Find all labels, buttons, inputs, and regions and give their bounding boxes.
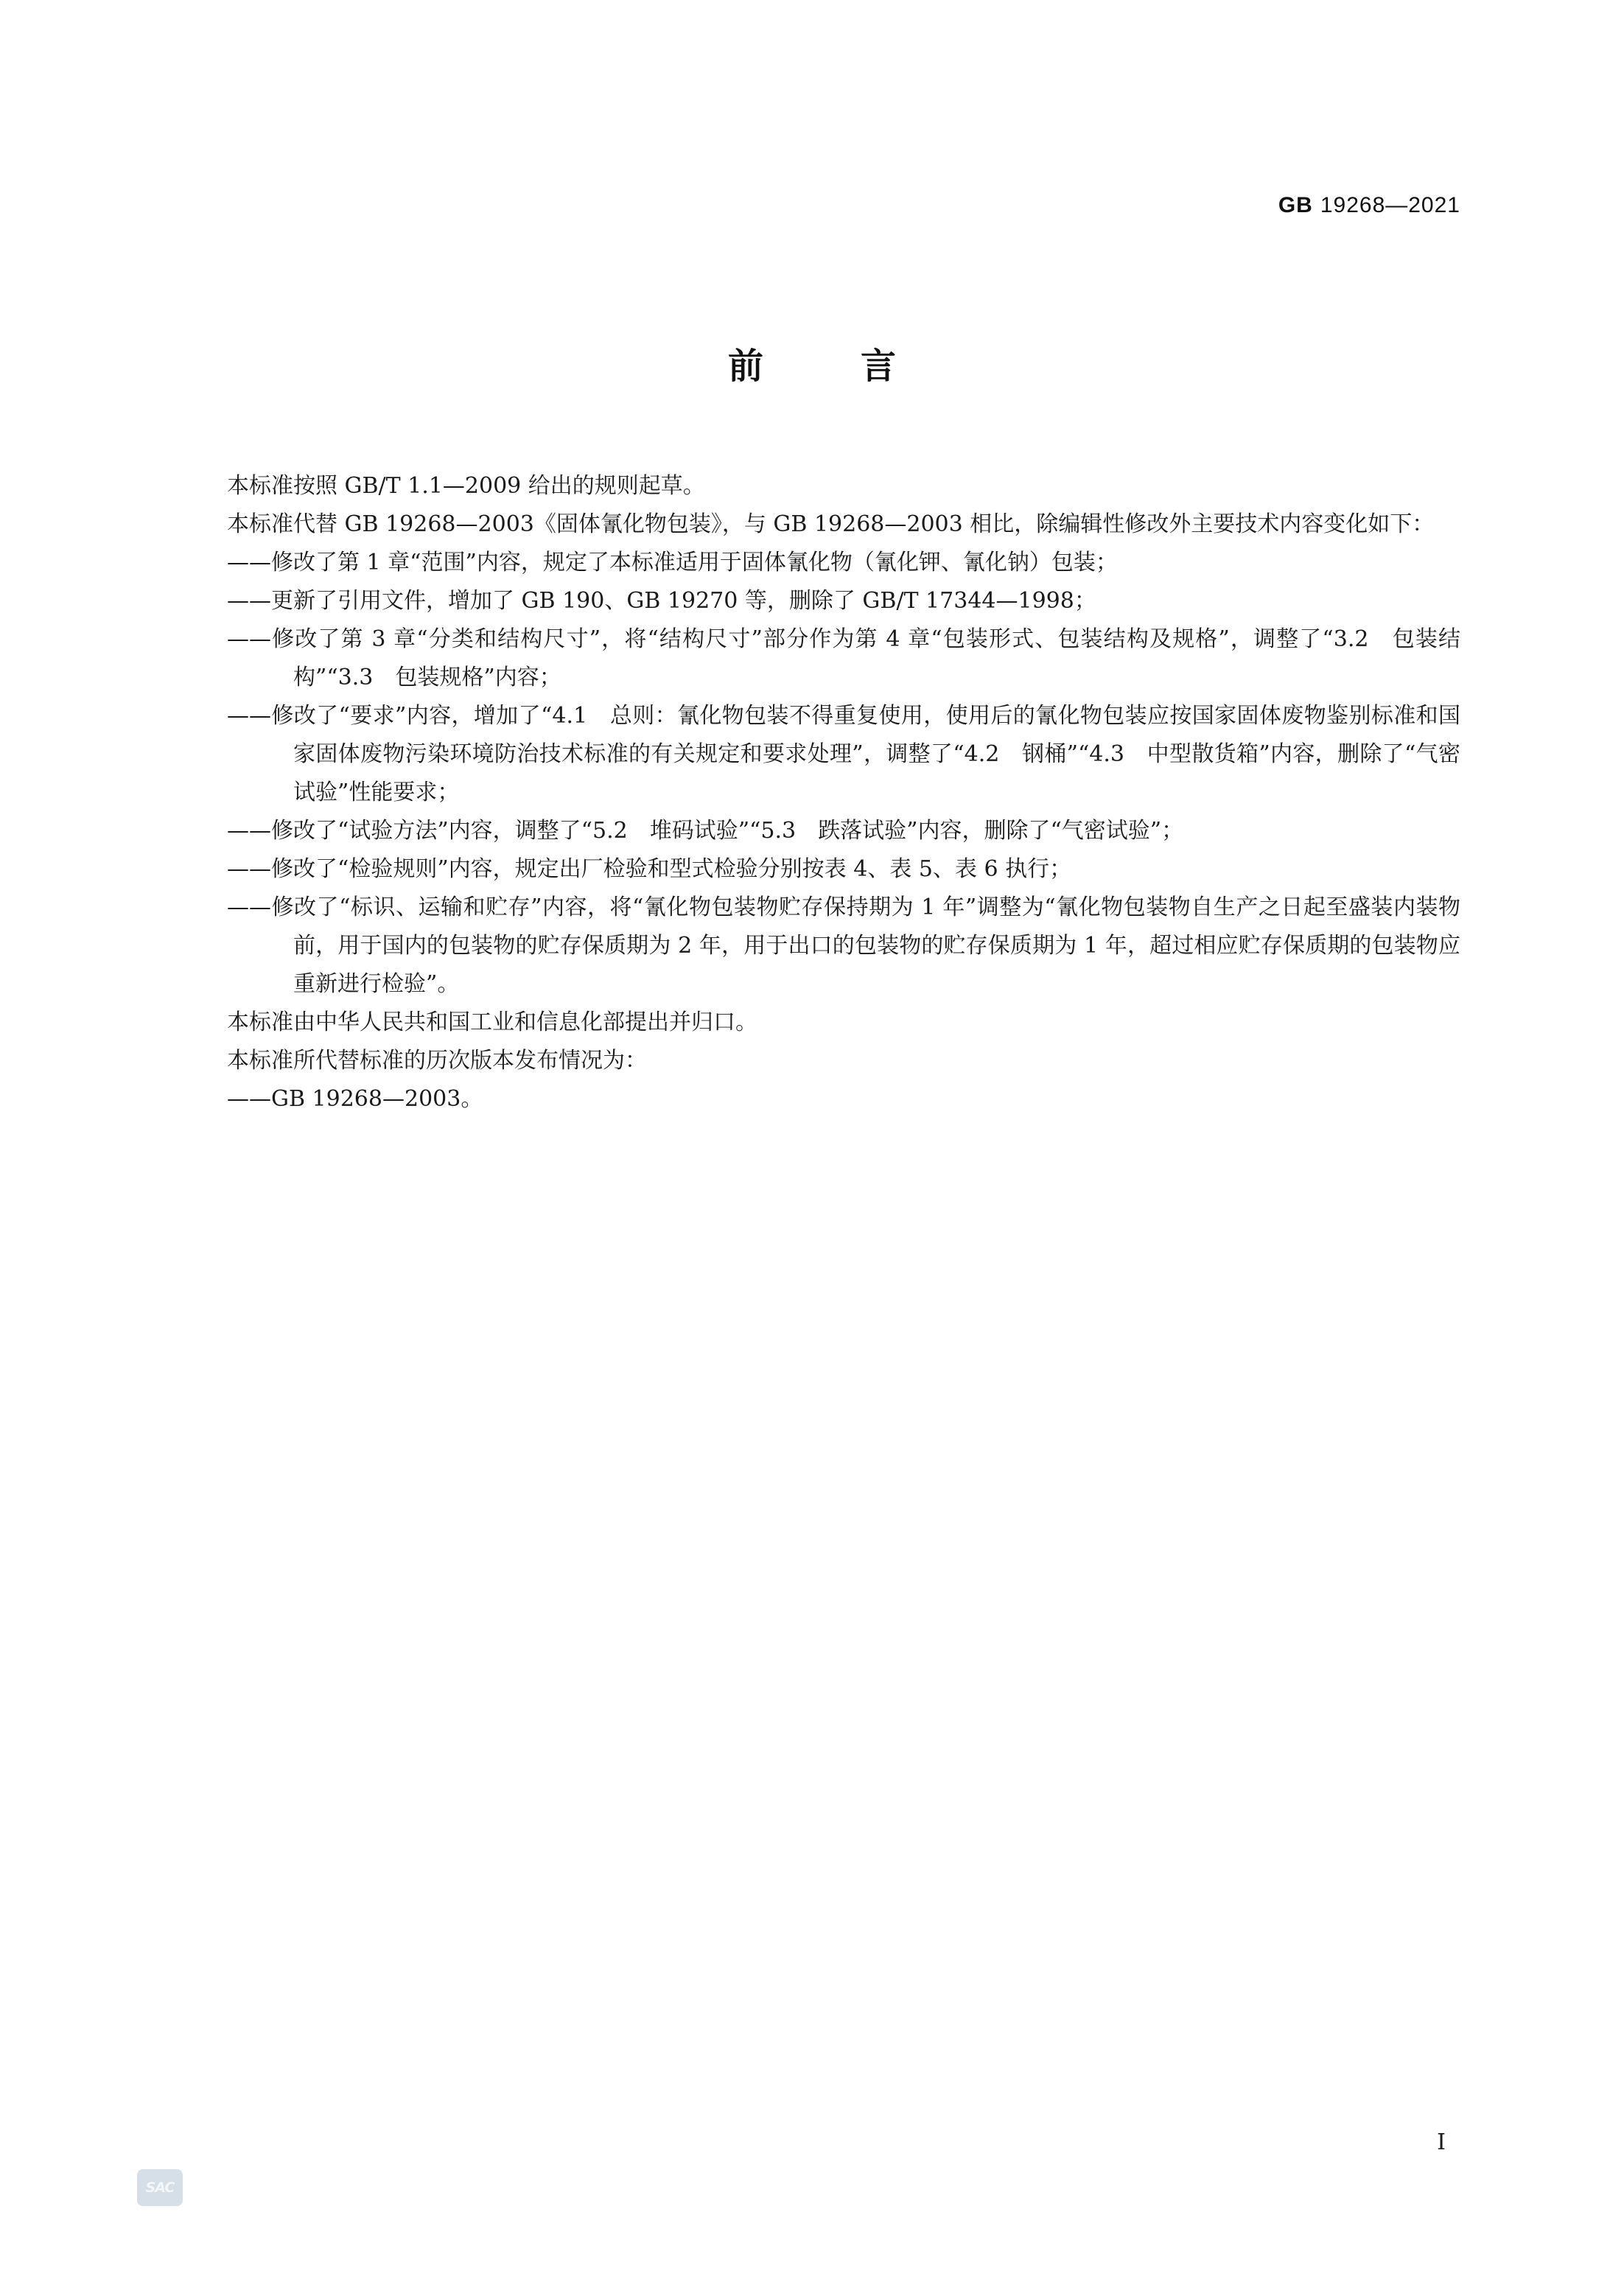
foreword-body	[183, 467, 1460, 1119]
change-item-references: ——更新了引用文件，增加了 GB 190、GB 19270 等，删除了 GB/T 17344—1998；	[227, 588, 1096, 614]
paragraph-replacement: 本标准代替 GB 19268—2003《固体氰化物包装》，与 GB 19268—2003 相比，除编辑性修改外主要技术内容变化如下：	[227, 511, 1435, 537]
paragraph-drafting-rules: 本标准按照 GB/T 1.1—2009 给出的规则起草。	[227, 473, 705, 499]
change-item-test-methods: ——修改了“试验方法”内容，调整了“5.2 堆码试验”“5.3 跌落试验”内容，删除了“气密试验”；	[227, 818, 1184, 844]
page-number: I	[1437, 2129, 1446, 2155]
change-item-marking-storage: ——修改了“标识、运输和贮存”内容，将“氰化物包装物贮存保持期为 1 年”调整为“氰化物包装物自生产之日起至盛装内装物前，用于国内的包装物的贮存保质期为 2 年，用于出口的包装物的贮存保质期为 1 年，超过相应贮存保质期的包装物应重新进行检验”。	[227, 895, 1460, 997]
paragraph-proposer: 本标准由中华人民共和国工业和信息化部提出并归口。	[227, 1009, 757, 1035]
page-title: 前言	[727, 346, 993, 387]
standard-prefix: GB	[1278, 193, 1313, 217]
paragraph-history-item: ——GB 19268—2003。	[227, 1086, 483, 1112]
document-header	[1278, 193, 1460, 218]
change-item-scope: ——修改了第 1 章“范围”内容，规定了本标准适用于固体氰化物（氰化钾、氰化钠）包装；	[227, 550, 1118, 575]
change-item-requirements: ——修改了“要求”内容，增加了“4.1 总则：氰化物包装不得重复使用，使用后的氰化物包装应按国家固体废物鉴别标准和国家固体废物污染环境防治技术标准的有关规定和要求处理”，调整了“4.2 钢桶”“4.3 中型散货箱”内容，删除了“气密试验”性能要求；	[227, 703, 1460, 805]
change-item-inspection-rules: ——修改了“检验规则”内容，规定出厂检验和型式检验分别按表 4、表 5、表 6 执行；	[227, 856, 1072, 882]
change-item-classification: ——修改了第 3 章“分类和结构尺寸”，将“结构尺寸”部分作为第 4 章“包装形式、包装结构及规格”，调整了“3.2 包装结构”“3.3 包装规格”内容；	[227, 626, 1460, 690]
standard-number: 19268—2021	[1320, 193, 1460, 217]
sac-logo: SAC	[137, 2169, 183, 2206]
paragraph-history-intro: 本标准所代替标准的历次版本发布情况为：	[227, 1048, 647, 1074]
